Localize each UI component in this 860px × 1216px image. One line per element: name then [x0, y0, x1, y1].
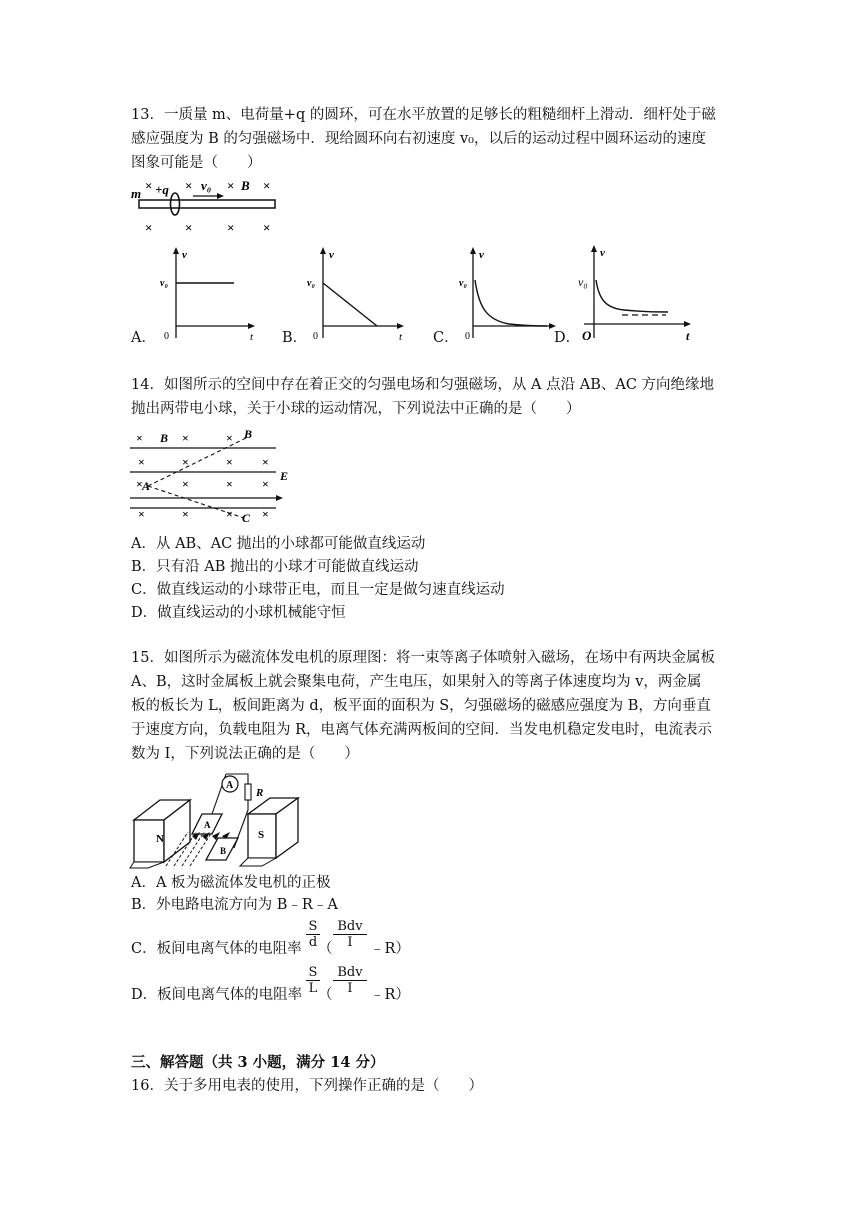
q13-graph-b-v-label: v: [329, 249, 334, 261]
q13-graph-d-v0-label: v₀: [578, 275, 588, 289]
q15-line-3: 板的板长为 L，板间距离为 d，板平面的面积为 S，匀强磁场的磁感应强度为 B，方向垂直: [131, 698, 711, 714]
q14-fig-cross: ×: [138, 507, 145, 521]
q13-graph-c-v-label: v: [479, 249, 484, 261]
q13-graph-d-v-label: v: [600, 247, 605, 259]
q14-option-b: B．只有沿 AB 抛出的小球才可能做直线运动: [131, 559, 419, 575]
q15-fig-label-plate-B: B: [220, 846, 227, 856]
q13-option-c-label: C．: [433, 330, 459, 346]
q15-fig-label-ammeter: A: [226, 780, 234, 791]
q15-option-c-f2-num: Bdv: [333, 919, 367, 935]
q14-fig-cross: ×: [262, 455, 269, 469]
q14-fig-cross: ×: [182, 507, 189, 521]
q15-option-d-f2-den: I: [347, 981, 353, 996]
q15-option-c-paren: （: [318, 941, 333, 957]
q13-fig-cross: ×: [227, 178, 235, 193]
q15-fig-label-plate-A: A: [204, 820, 211, 830]
q14-fig-label-C: C: [242, 511, 251, 525]
q13-fig-cross: ×: [263, 220, 271, 235]
q15-option-c-f1-num: S: [306, 919, 320, 935]
q13-fig-cross: ×: [263, 178, 271, 193]
q13-fig-cross: ×: [227, 220, 235, 235]
q13-graph-b: [307, 246, 407, 344]
q13-line-3: 图象可能是（ ）: [131, 155, 262, 171]
q13-graph-a-zero-label: 0: [164, 331, 169, 342]
q15-fig-label-S: S: [258, 829, 265, 841]
q14-line-2: 抛出两带电小球，关于小球的运动情况，下列说法中正确的是（ ）: [131, 401, 581, 417]
q14-fig-cross: ×: [138, 455, 145, 469]
q14-fig-cross: ×: [182, 431, 189, 445]
q14-fig-cross: ×: [136, 477, 143, 491]
q13-graph-a: [158, 246, 258, 344]
q14-fig-cross: ×: [262, 477, 269, 491]
q13-option-a-label: A．: [131, 330, 156, 346]
q15-option-d-fraction-bdv-over-i: [333, 965, 367, 996]
q14-fig-cross: ×: [182, 477, 189, 491]
q13-graph-c: [459, 246, 559, 344]
q14-line-1: 14．如图所示的空间中存在着正交的匀强电场和匀强磁场，从 A 点沿 AB、AC 方向绝缘地: [131, 377, 715, 393]
q13-ring-rod-figure: [131, 176, 281, 238]
q15-option-c-f1-den: d: [308, 935, 318, 950]
q13-graph-c-v0-label: v₀: [459, 278, 467, 289]
q16-line-1: 16．关于多用电表的使用，下列操作正确的是（ ）: [131, 1078, 483, 1094]
q15-mhd-generator-figure: [130, 770, 305, 870]
q13-graph-b-v0-label: v₀: [307, 278, 315, 289]
q13-fig-label-B: B: [241, 178, 250, 193]
q15-line-4: 于速度方向，负载电阻为 R，电离气体充满两板间的空间．当发电机稳定发电时，电流表示: [131, 722, 713, 738]
q13-graph-d-t-label: t: [686, 329, 690, 343]
q15-fig-label-N: N: [156, 833, 164, 845]
q13-option-d-label: D．: [554, 330, 581, 346]
q13-line-2: 感应强度为 B 的匀强磁场中．现给圆环向右初速度 v₀，以后的运动过程中圆环运动的速度: [131, 131, 706, 147]
q15-option-c-suffix: ﹣R）: [370, 941, 410, 957]
q13-graph-c-zero-label: 0: [465, 331, 470, 342]
q13-fig-label-m: m: [131, 186, 142, 201]
q15-fig-label-R: R: [256, 787, 264, 799]
q15-line-5: 数为 I，下列说法正确的是（ ）: [131, 746, 359, 762]
q14-fig-label-E: E: [280, 469, 289, 483]
q15-option-d-prefix: D．板间电离气体的电阻率: [131, 987, 303, 1003]
q14-option-c: C．做直线运动的小球带正电，而且一定是做匀速直线运动: [131, 582, 505, 598]
q15-option-d-f2-num: Bdv: [333, 965, 367, 981]
q13-graph-b-zero-label: 0: [313, 331, 318, 342]
q15-option-d-f1-den: L: [308, 981, 318, 996]
q13-graph-a-v0-label: v₀: [160, 278, 168, 289]
q14-fig-cross: ×: [226, 477, 233, 491]
section-3-title: 三、解答题（共 3 小题，满分 14 分）: [131, 1054, 385, 1071]
q15-option-b: B．外电路电流方向为 B﹣R﹣A: [131, 897, 338, 913]
q13-fig-cross: ×: [145, 220, 153, 235]
q14-fig-cross: ×: [226, 455, 233, 469]
q13-line-1: 13．一质量 m、电荷量+q 的圆环，可在水平放置的足够长的粗糙细杆上滑动．细杆处于磁: [131, 107, 716, 123]
q13-graph-a-v-label: v: [182, 249, 187, 261]
q14-fig-cross: ×: [136, 431, 143, 445]
q13-fig-label-v0: v₀: [201, 178, 212, 193]
q15-line-2: A、B，这时金属板上就会聚集电荷，产生电压，如果射入的等离子体速度均为 v，两金属: [131, 674, 702, 690]
q15-option-d-f1-num: S: [306, 965, 320, 981]
q14-fig-cross: ×: [226, 507, 233, 521]
q14-fig-cross: ×: [226, 431, 233, 445]
q15-option-d-suffix: ﹣R）: [370, 987, 410, 1003]
q13-fig-cross: ×: [145, 178, 153, 193]
q13-graph-d: [574, 244, 696, 344]
q15-option-d-paren: （: [318, 987, 333, 1003]
q13-graph-d-origin-label: O: [582, 328, 592, 343]
q13-fig-cross: ×: [185, 178, 193, 193]
q13-fig-label-q: +q: [155, 182, 169, 197]
q15-option-c-fraction-bdv-over-i: [333, 919, 367, 950]
q14-fig-cross: ×: [262, 507, 269, 521]
q14-fig-label-B-right: B: [244, 427, 253, 441]
q15-line-1: 15．如图所示为磁流体发电机的原理图：将一束等离子体喷射入磁场，在场中有两块金属板: [131, 650, 715, 666]
q14-option-a: A．从 AB、AC 抛出的小球都可能做直线运动: [131, 536, 426, 552]
q15-option-c-f2-den: I: [347, 935, 353, 950]
q14-fig-cross: ×: [182, 455, 189, 469]
q13-fig-cross: ×: [185, 220, 193, 235]
q13-graph-b-t-label: t: [399, 331, 403, 343]
q13-option-b-label: B．: [282, 330, 308, 346]
q15-option-a: A．A 板为磁流体发电机的正极: [131, 875, 331, 891]
q14-fig-label-A: A: [142, 479, 151, 493]
q14-field-figure: [130, 426, 300, 526]
q14-option-d: D．做直线运动的小球机械能守恒: [131, 605, 346, 621]
q15-option-c-prefix: C．板间电离气体的电阻率: [131, 941, 302, 957]
q14-fig-label-B-left: B: [160, 431, 169, 445]
q13-graph-a-t-label: t: [250, 331, 254, 343]
